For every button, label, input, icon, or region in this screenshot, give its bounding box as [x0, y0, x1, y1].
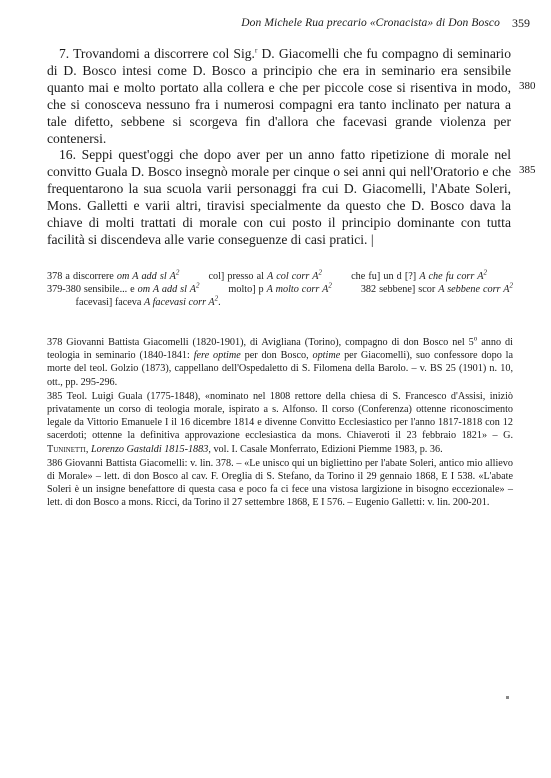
apparatus-ref: 378 a discorrere: [47, 271, 114, 282]
apparatus-siglum: om A add sl A: [137, 284, 196, 296]
paragraph-16: 16. Seppi quest'oggi che dopo aver per un anno fatto ripetizione di morale nel convitto Guala D. Bosco insegnò morale per cinque o sei anni qui nell'Oratorio e che frequentarono la sua scuola varii personaggi fra cui D. Giacomelli, l'Abate Soleri, Mons. Galletti e varii altri, tiravisi specialmente da questo che D. Bosco dava la chiave di molti trattati di morale con cui posto il principio dominante con tutta facilità si discendeva alle varie conseguenze di casi pratici. |: [47, 147, 511, 247]
note-386: 386 Giovanni Battista Giacomelli: v. lin. 378. – «Le unisco qui un bigliettino per l'abate Soleri, antico mio allievo di Morale» – lett. di don Bosco al cav. F. Oreglia di S. Stefano, da Torino il 29 gennaio 1868, E I 538. «L'abate Soleri è un insigne benefattore di questa casa e poco fa ci fece una vistosa largizione in bisogno eccezionale» – lett. di don Bosco a mons. Ricci, da Torino il 27 settembre 1868, E I 576. – Eugenio Galletti: v. lin. 200-201.: [47, 457, 513, 509]
apparatus-lemma: che fu] un d [?]: [351, 271, 417, 282]
apparatus-lemma: facevasi] faceva: [75, 297, 142, 309]
note-book-title: Lorenzo Gastaldi 1815-1883: [90, 443, 209, 455]
para7-text-start: 7. Trovandomi a discorrere col Sig.: [59, 46, 255, 61]
apparatus-sup: 2: [483, 268, 488, 277]
note-italic: fere optime: [193, 350, 241, 362]
apparatus-lemma: col] presso al: [208, 271, 264, 282]
apparatus-sup: 2: [214, 295, 219, 304]
apparatus-sup: 2: [328, 281, 332, 290]
note-text: 385 Teol. Luigi Guala (1775-1848), «nominato nel 1808 rettore della chiesa di S. Francesco d'Assisi, iniziò privatamente un corso di teologia morale, ispirato a s. Alfonso. Il corso (Conferenza) ottenne riconoscimento legale da Vittorio Emanuele I il 16 dicembre 1814 e divenne Convitto Ecclesiastico per l'anno 1817-1818 con 12 sacerdoti; ottenne la definitiva approvazione ecclesiastica da mons. Chiaveroti il 23 febbraio 1821» – G.: [47, 390, 513, 442]
para7-superscript: r: [254, 46, 258, 55]
critical-apparatus: [47, 270, 513, 310]
apparatus-siglum: A molto corr A: [266, 284, 329, 296]
para7-text-rest: D. Giacomelli che fu compagno di seminario di D. Bosco intesi come D. Bosco a principio che era in seminario era sensibile quanto mai e molto portato alla collera e che per piccole cose si risentiva in modo, che si conosceva nessuno fra i numerosi compagni era tanto inclinato per natura a tale difetto, sebbene si scorgeva fin d'allora che facevasi grande violenza per contenersi.: [47, 46, 511, 146]
apparatus-end: .: [218, 297, 221, 309]
apparatus-sup: 2: [195, 281, 200, 290]
note-385: [47, 390, 513, 456]
apparatus-ref: 382 sebbene] scor: [360, 284, 436, 296]
apparatus-siglum: A facevasi corr A: [143, 297, 215, 309]
note-text: , vol. I. Casale Monferrato, Edizioni Piemme 1983, p. 36.: [208, 443, 443, 455]
apparatus-ref: 379-380 sensibile... e: [47, 284, 135, 296]
note-text: per don Bosco,: [240, 350, 313, 362]
apparatus-siglum: A sebbene corr A: [438, 284, 510, 296]
main-text: [47, 46, 511, 249]
note-text: 378 Giovanni Battista Giacomelli (1820-1901), di Avigliana (Torino), compagno di don Bosco nel 5: [47, 337, 474, 348]
apparatus-lemma: molto] p: [228, 284, 264, 296]
line-number-385: 385: [519, 164, 536, 176]
note-text: anno di teologia in seminario (1840-1841:: [47, 337, 513, 362]
apparatus-sup: 2: [175, 268, 180, 277]
paragraph-7: [47, 46, 511, 147]
apparatus-sup: 2: [509, 281, 514, 290]
page-number: 359: [512, 16, 530, 30]
note-text: per Giacomelli), suo confessore dopo la morte del teol. Golzio (1873), cappellano dell'Ospedaletto di S. Filomena della Barolo. – v. BS 25 (1901) n. 10, ott., pp. 295-296.: [47, 350, 513, 388]
apparatus-sup: 2: [318, 268, 322, 277]
note-text: ,: [85, 443, 91, 455]
note-superscript: o: [473, 334, 478, 343]
running-title: Don Michele Rua precario «Cronacista» di Don Bosco: [241, 17, 500, 29]
page-mark: [506, 696, 509, 699]
note-378: [47, 336, 513, 389]
line-number-380: 380: [519, 80, 536, 92]
apparatus-siglum: om A add sl A: [116, 271, 176, 282]
apparatus-siglum: A col corr A: [267, 271, 319, 282]
note-italic: optime: [312, 350, 341, 362]
apparatus-siglum: A che fu corr A: [419, 271, 484, 282]
footnotes: [47, 336, 513, 511]
note-author: Tuninetti: [47, 443, 86, 455]
